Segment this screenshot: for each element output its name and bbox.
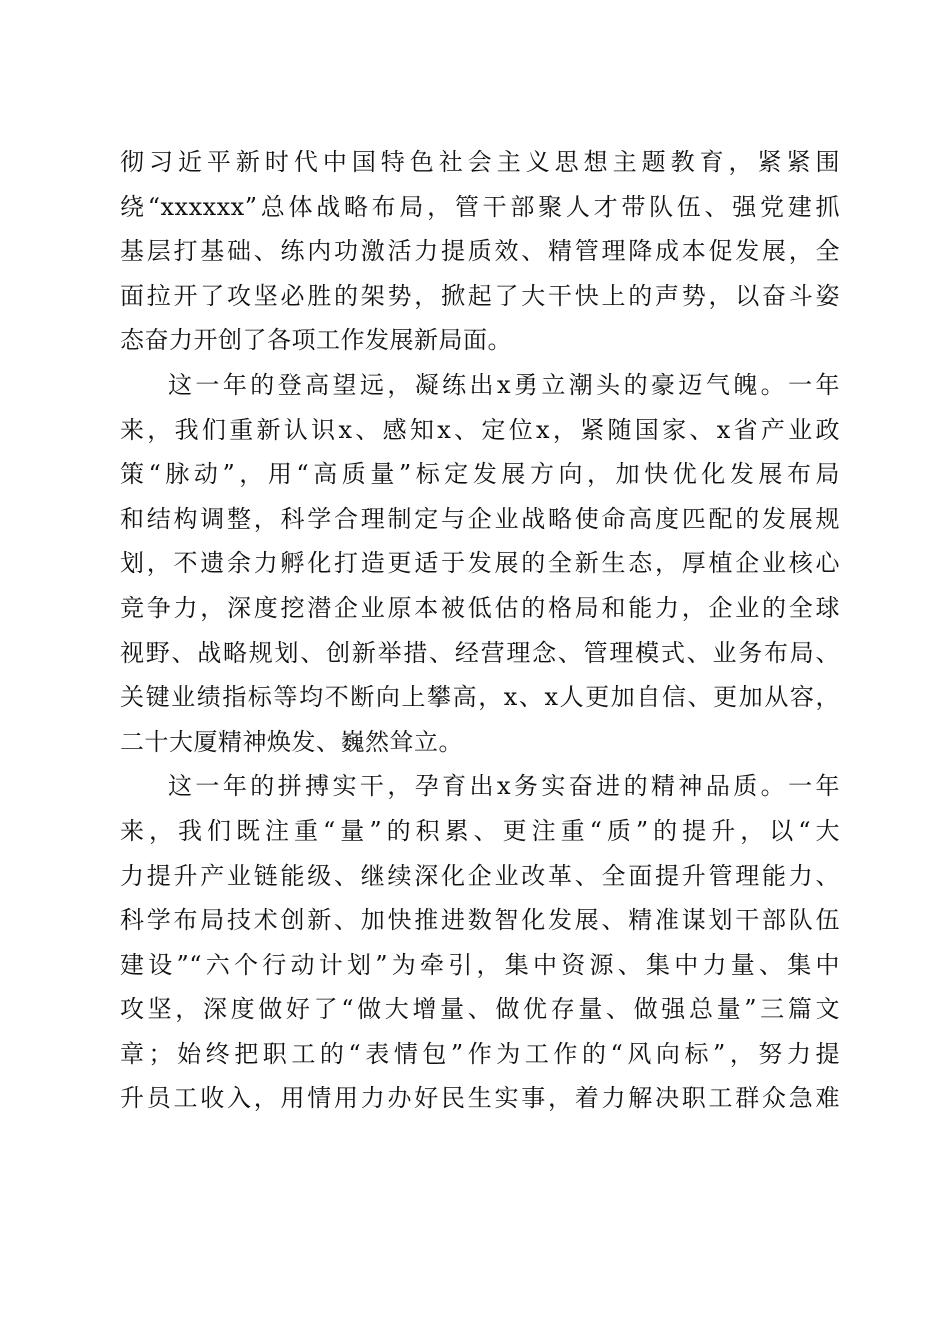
paragraph-2-line-3: 策“脉动”，用“高质量”标定发展方向，加快优化发展布局	[120, 460, 840, 489]
body-text	[120, 140, 840, 1121]
paragraph-2-line-7: 视野、战略规划、创新举措、经营理念、管理模式、业务布局、	[120, 638, 840, 667]
paragraph-2-line-8: 关键业绩指标等均不断向上攀高，x、x人更加自信、更加从容，	[120, 683, 840, 712]
paragraph-3-line-3: 力提升产业链能级、继续深化企业改革、全面提升管理能力、	[120, 861, 840, 890]
paragraph-2-line-1: 这一年的登高望远，凝练出x勇立潮头的豪迈气魄。一年	[168, 370, 840, 399]
paragraph-2-line-4: 和结构调整，科学合理制定与企业战略使命高度匹配的发展规	[120, 504, 840, 533]
paragraph-3-line-4: 科学布局技术创新、加快推进数智化发展、精准谋划干部队伍	[120, 906, 840, 935]
paragraph-3-line-7: 章；始终把职工的“表情包”作为工作的“风向标”，努力提	[120, 1039, 840, 1068]
paragraph-1-line-1: 彻习近平新时代中国特色社会主义思想主题教育，紧紧围	[120, 148, 840, 176]
paragraph-2-line-2: 来，我们重新认识x、感知x、定位x，紧随国家、x省产业政	[120, 415, 840, 444]
paragraph-1-line-5: 态奋力开创了各项工作发展新局面。	[120, 326, 512, 355]
paragraph-2-line-6: 竞争力，深度挖潜企业原本被低估的格局和能力，企业的全球	[120, 593, 840, 622]
paragraph-3-line-5: 建设”“六个行动计划”为牵引，集中资源、集中力量、集中	[120, 950, 840, 979]
paragraph-2-line-9: 二十大厦精神焕发、巍然耸立。	[120, 727, 463, 756]
paragraph-3-line-8: 升员工收入，用情用力办好民生实事，着力解决职工群众急难	[120, 1084, 840, 1113]
paragraph-3-line-6: 攻坚，深度做好了“做大增量、做优存量、做强总量”三篇文	[120, 995, 840, 1024]
paragraph-1-line-4: 面拉开了攻坚必胜的架势，掀起了大干快上的声势，以奋斗姿	[120, 281, 840, 310]
paragraph-3-line-2: 来，我们既注重“量”的积累、更注重“质”的提升，以“大	[120, 816, 840, 845]
paragraph-1-line-3: 基层打基础、练内功激活力提质效、精管理降成本促发展，全	[120, 237, 840, 266]
paragraph-3-line-1: 这一年的拼搏实干，孕育出x务实奋进的精神品质。一年	[168, 772, 840, 801]
paragraph-1-line-2: 绕“xxxxxx”总体战略布局，管干部聚人才带队伍、强党建抓	[120, 192, 840, 221]
paragraph-2-line-5: 划，不遗余力孵化打造更适于发展的全新生态，厚植企业核心	[120, 549, 840, 578]
